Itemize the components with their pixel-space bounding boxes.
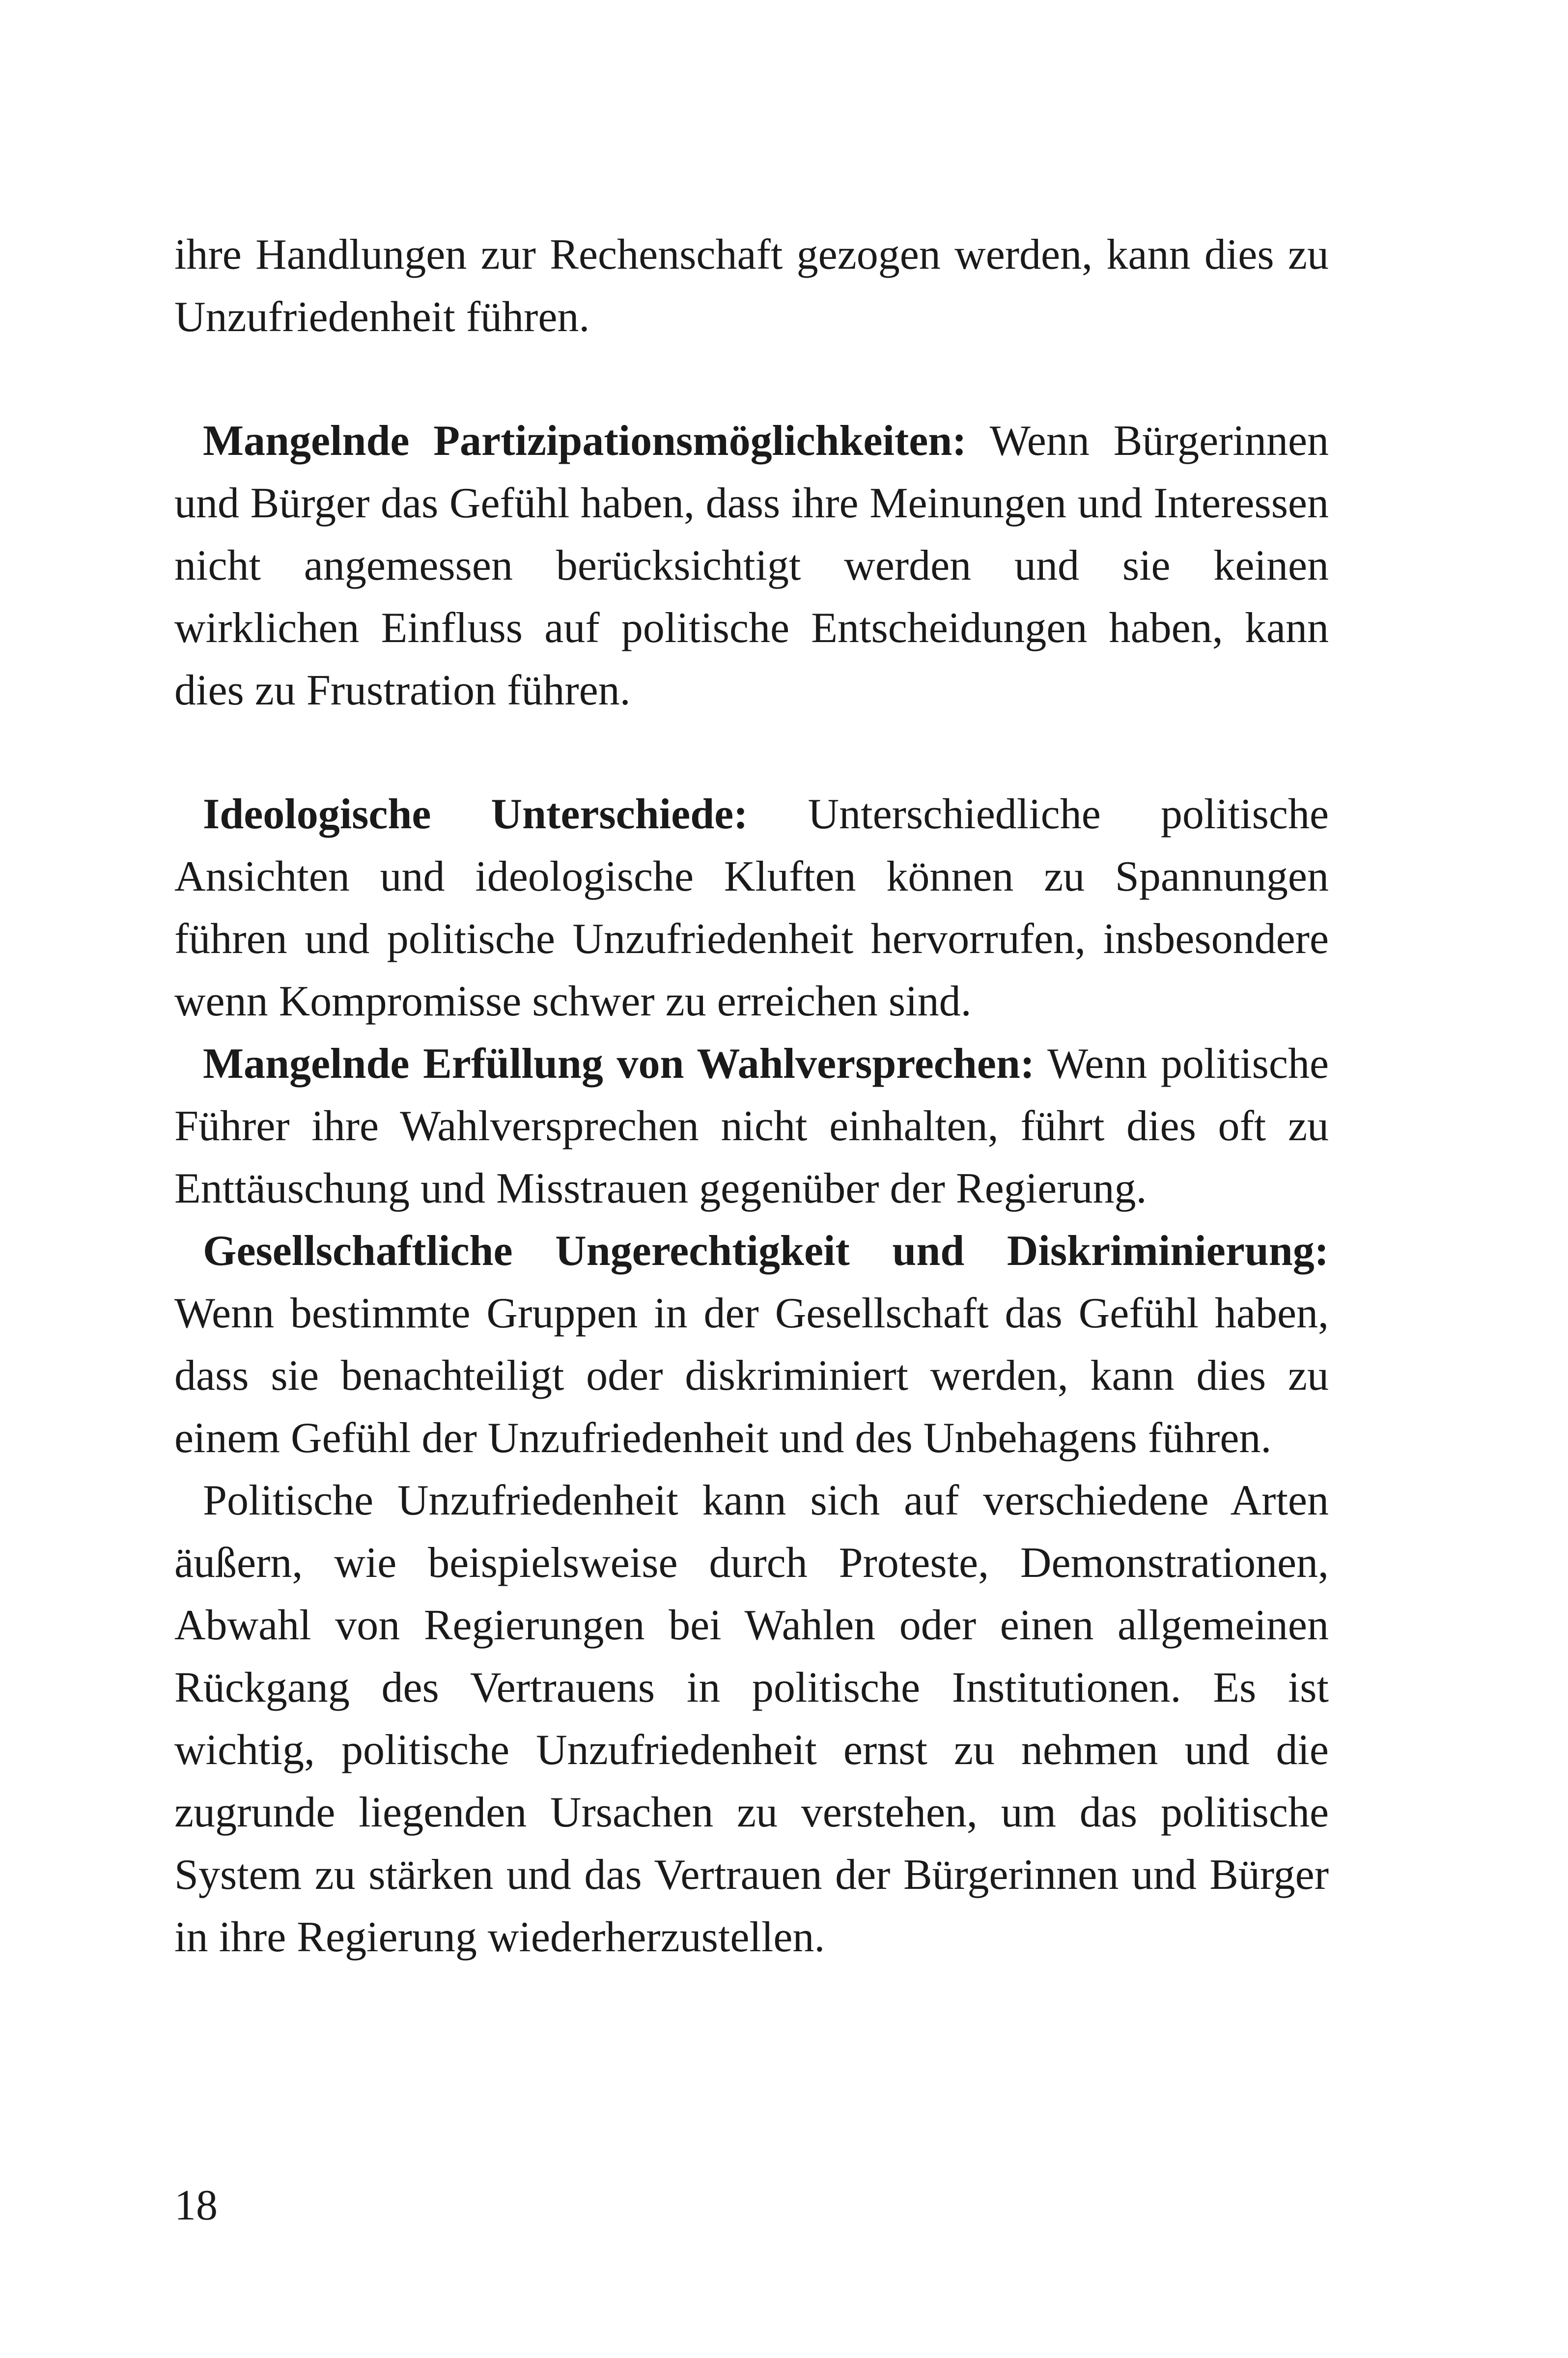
paragraph-text: Unterschiedliche politische Ansichten und ideologische Kluften können zu Spannungen führen und politische Unzufriedenheit hervorrufen, insbesondere wenn Kompromisse schwer zu erreichen sind. <box>174 790 1329 1025</box>
paragraph-injustice <box>174 1220 1329 1469</box>
paragraph-continuation <box>174 224 1329 348</box>
paragraph-text: ihre Handlungen zur Rechenschaft gezogen werden, kann dies zu Unzufriedenheit führen. <box>174 231 1329 341</box>
paragraph-term: Gesellschaftliche Ungerechtigkeit und Diskriminierung: <box>203 1227 1329 1275</box>
paragraph-text: Politische Unzufriedenheit kann sich auf verschiedene Arten äußern, wie beispielsweise durch Proteste, Demonstrationen, Abwahl von Regierungen bei Wahlen oder einen allgemeinen Rückgang des Vertrauens in politische Institutionen. Es ist wichtig, politische Unzufriedenheit ernst zu nehmen und die zugrunde liegenden Ursachen zu verstehen, um das politische System zu stärken und das Vertrauen der Bürgerinnen und Bürger in ihre Regierung wiederherzustellen. <box>174 1477 1329 1961</box>
paragraph-text: Wenn politische Führer ihre Wahlversprechen nicht einhalten, führt dies oft zu Enttäuschung und Misstrauen gegenüber der Regierung. <box>174 1040 1329 1212</box>
paragraph-conclusion <box>174 1469 1329 1968</box>
page-number: 18 <box>174 2182 218 2229</box>
paragraph-term: Ideologische Unterschiede: <box>203 790 748 838</box>
paragraph-election-promises <box>174 1033 1329 1220</box>
paragraph-text: Wenn Bürgerinnen und Bürger das Gefühl haben, dass ihre Meinungen und Interessen nicht angemessen berücksichtigt werden und sie keinen wirklichen Einfluss auf politische Entscheidungen haben, kann dies zu Frustration führen. <box>174 417 1329 714</box>
paragraph-term: Mangelnde Partizipationsmöglichkeiten: <box>203 417 967 465</box>
paragraph-text: Wenn bestimmte Gruppen in der Gesellschaft das Gefühl haben, dass sie benachteiligt oder diskriminiert werden, kann dies zu einem Gefühl der Unzufriedenheit und des Unbehagens führen. <box>174 1290 1329 1462</box>
paragraph-participation <box>174 410 1329 722</box>
paragraph-spacer <box>174 722 1329 783</box>
page-body <box>174 224 1329 1968</box>
paragraph-term: Mangelnde Erfüllung von Wahlversprechen: <box>203 1040 1035 1088</box>
paragraph-spacer <box>174 348 1329 410</box>
paragraph-ideology <box>174 783 1329 1033</box>
